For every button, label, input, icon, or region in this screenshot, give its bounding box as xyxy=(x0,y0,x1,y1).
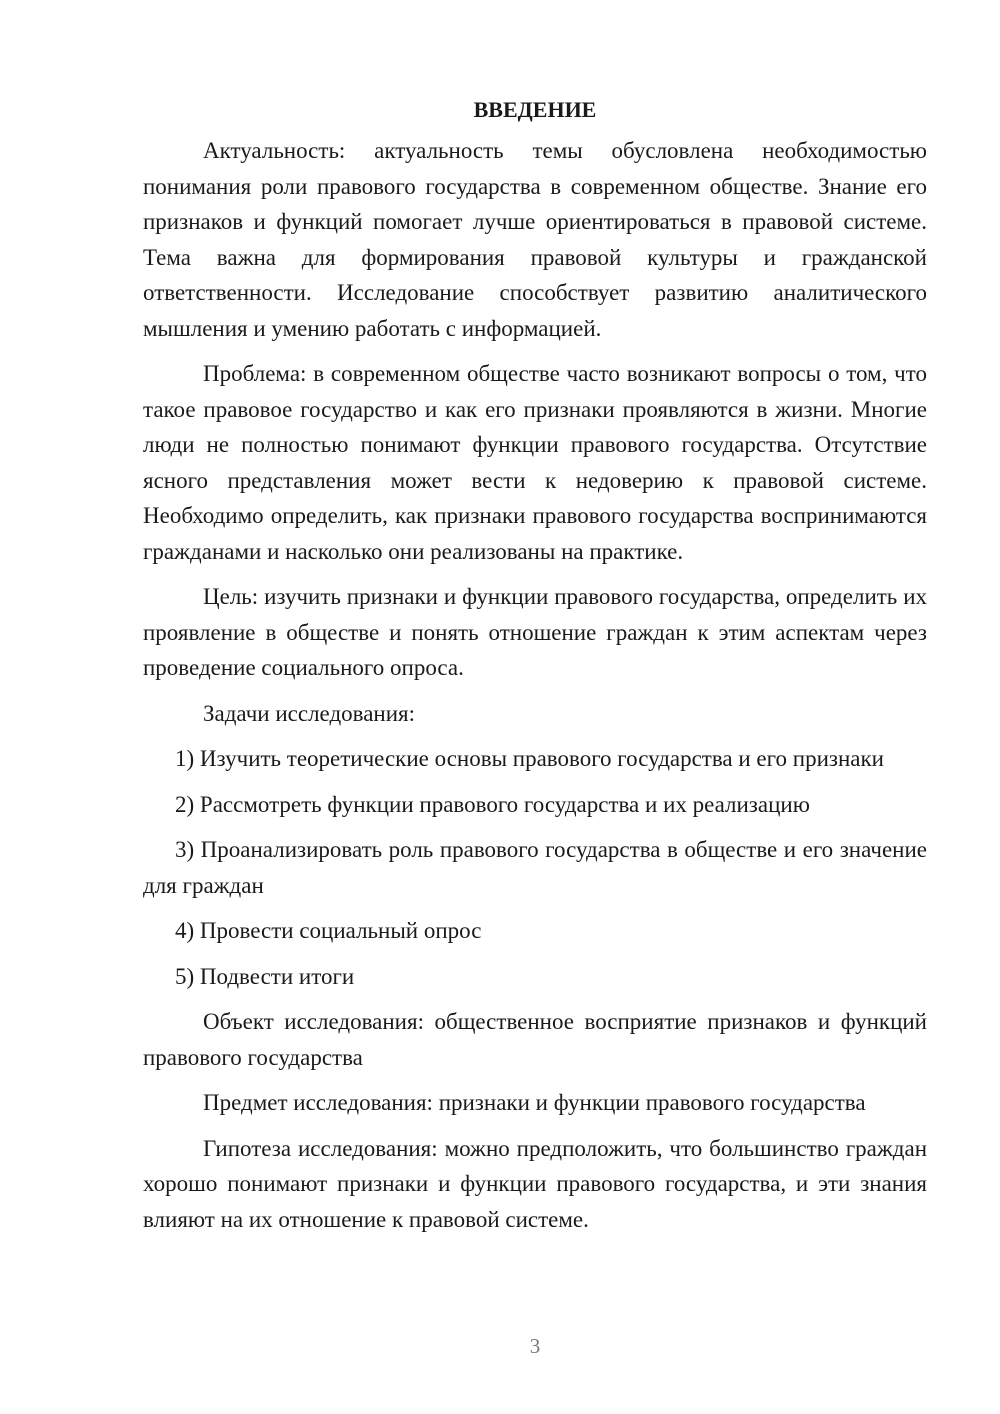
task-item: 1) Изучить теоретические основы правового государства и его признаки xyxy=(175,746,884,771)
hypothesis-paragraph: Гипотеза исследования: можно предположить, что большинство граждан хорошо понимают признаки и функции правового государства, и эти знания влияют на их отношение к правовой системе. xyxy=(143,1135,927,1232)
task-item: 4) Провести социальный опрос xyxy=(175,918,482,943)
object-paragraph: Объект исследования: общественное восприятие признаков и функций правового государства xyxy=(143,1009,927,1070)
page-content xyxy=(143,96,927,1247)
relevance-paragraph: Актуальность: актуальность темы обусловлена необходимостью понимания роли правового государства в современном обществе. Знание его признаков и функций помогает лучше ориентироваться в правовой системе. Тема важна для формирования правовой культуры и гражданской ответственности. Исследование способствует развитию аналитического мышления и умению работать с информацией. xyxy=(143,138,927,341)
section-title: ВВЕДЕНИЕ xyxy=(473,97,597,122)
task-item: 2) Рассмотреть функции правового государства и их реализацию xyxy=(175,791,810,817)
tasks-heading: Задачи исследования: xyxy=(203,700,416,726)
problem-paragraph: Проблема: в современном обществе часто возникают вопросы о том, что такое правовое государство и как его признаки проявляются в жизни. Многие люди не полностью понимают функции правового государства. Отсутствие ясного представления может вести к недоверию к правовой системе. Необходимо определить, как признаки правового государства воспринимаются гражданами и насколько они реализованы на практике. xyxy=(143,361,927,564)
subject-paragraph: Предмет исследования: признаки и функции правового государства xyxy=(203,1090,866,1115)
goal-paragraph: Цель: изучить признаки и функции правового государства, определить их проявление в обществе и понять отношение граждан к этим аспектам через проведение социального опроса. xyxy=(143,584,927,680)
task-item: 5) Подвести итоги xyxy=(175,963,355,989)
task-item: 3) Проанализировать роль правового государства в обществе и его значение для граждан xyxy=(143,837,927,898)
page-number: 3 xyxy=(529,1334,541,1358)
